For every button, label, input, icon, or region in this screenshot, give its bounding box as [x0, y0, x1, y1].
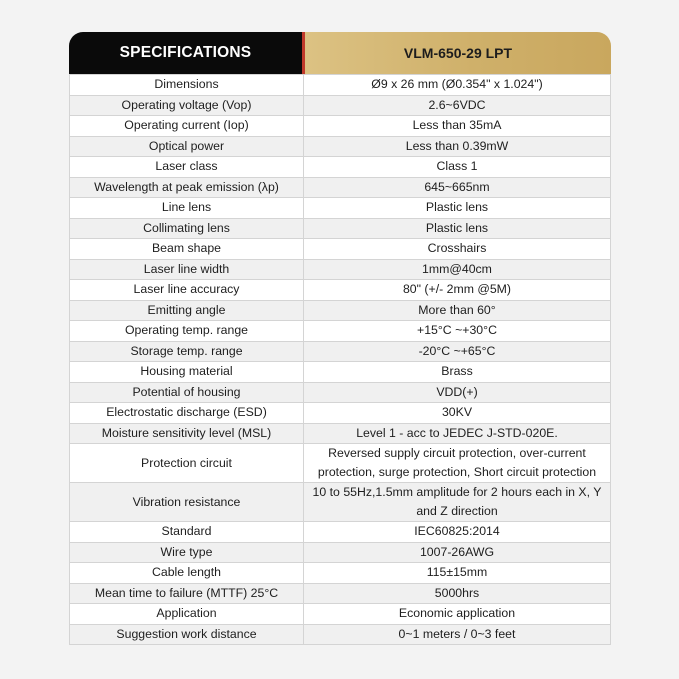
spec-parameter: Laser line width: [70, 259, 304, 280]
spec-row: [70, 444, 611, 483]
spec-parameter: Line lens: [70, 198, 304, 219]
spec-parameter: Laser class: [70, 157, 304, 178]
spec-value: VDD(+): [304, 382, 611, 403]
spec-value: Plastic lens: [304, 198, 611, 219]
spec-value: Crosshairs: [304, 239, 611, 260]
spec-row: [70, 522, 611, 543]
spec-value: Less than 35mA: [304, 116, 611, 137]
spec-row: [70, 75, 611, 96]
spec-table-header: [69, 32, 611, 74]
spec-row: [70, 239, 611, 260]
spec-row: [70, 280, 611, 301]
spec-parameter: Dimensions: [70, 75, 304, 96]
spec-row: [70, 542, 611, 563]
spec-value: More than 60°: [304, 300, 611, 321]
model-heading: VLM-650-29 LPT: [305, 32, 611, 74]
spec-parameter: Operating current (Iop): [70, 116, 304, 137]
spec-parameter: Wavelength at peak emission (λp): [70, 177, 304, 198]
specifications-heading: SPECIFICATIONS: [69, 32, 305, 74]
spec-parameter: Beam shape: [70, 239, 304, 260]
spec-value: Ø9 x 26 mm (Ø0.354" x 1.024"): [304, 75, 611, 96]
spec-parameter: Protection circuit: [70, 444, 304, 483]
spec-parameter: Mean time to failure (MTTF) 25°C: [70, 583, 304, 604]
spec-parameter: Vibration resistance: [70, 483, 304, 522]
spec-row: [70, 362, 611, 383]
spec-row: [70, 136, 611, 157]
spec-value: 80" (+/- 2mm @5M): [304, 280, 611, 301]
spec-value: Level 1 - acc to JEDEC J-STD-020E.: [304, 423, 611, 444]
spec-parameter: Operating voltage (Vop): [70, 95, 304, 116]
spec-row: [70, 321, 611, 342]
spec-row: [70, 583, 611, 604]
spec-parameter: Cable length: [70, 563, 304, 584]
spec-row: [70, 177, 611, 198]
spec-parameter: Laser line accuracy: [70, 280, 304, 301]
spec-parameter: Storage temp. range: [70, 341, 304, 362]
spec-row: [70, 198, 611, 219]
spec-value: Class 1: [304, 157, 611, 178]
spec-row: [70, 259, 611, 280]
spec-value: Brass: [304, 362, 611, 383]
spec-row: [70, 157, 611, 178]
spec-parameter: Emitting angle: [70, 300, 304, 321]
spec-row: [70, 116, 611, 137]
spec-parameter: Collimating lens: [70, 218, 304, 239]
spec-row: [70, 403, 611, 424]
spec-value: Plastic lens: [304, 218, 611, 239]
spec-value: 10 to 55Hz,1.5mm amplitude for 2 hours each in X, Y and Z direction: [304, 483, 611, 522]
spec-parameter: Suggestion work distance: [70, 624, 304, 645]
spec-value: IEC60825:2014: [304, 522, 611, 543]
spec-parameter: Optical power: [70, 136, 304, 157]
spec-value: Less than 0.39mW: [304, 136, 611, 157]
spec-value: 115±15mm: [304, 563, 611, 584]
spec-row: [70, 300, 611, 321]
spec-row: [70, 95, 611, 116]
spec-row: [70, 483, 611, 522]
spec-parameter: Moisture sensitivity level (MSL): [70, 423, 304, 444]
spec-value: Economic application: [304, 604, 611, 625]
spec-parameter: Potential of housing: [70, 382, 304, 403]
spec-parameter: Wire type: [70, 542, 304, 563]
spec-value: +15°C ~+30°C: [304, 321, 611, 342]
spec-parameter: Housing material: [70, 362, 304, 383]
spec-parameter: Standard: [70, 522, 304, 543]
spec-table: [69, 74, 611, 645]
spec-row: [70, 382, 611, 403]
spec-value: 1mm@40cm: [304, 259, 611, 280]
spec-value: 30KV: [304, 403, 611, 424]
spec-parameter: Operating temp. range: [70, 321, 304, 342]
spec-value: 2.6~6VDC: [304, 95, 611, 116]
spec-table-card: [69, 32, 611, 645]
spec-value: -20°C ~+65°C: [304, 341, 611, 362]
spec-value: 5000hrs: [304, 583, 611, 604]
spec-row: [70, 624, 611, 645]
spec-row: [70, 218, 611, 239]
spec-value: Reversed supply circuit protection, over-current protection, surge protection, Short circuit protection: [304, 444, 611, 483]
spec-parameter: Electrostatic discharge (ESD): [70, 403, 304, 424]
spec-value: 1007-26AWG: [304, 542, 611, 563]
spec-value: 0~1 meters / 0~3 feet: [304, 624, 611, 645]
spec-row: [70, 563, 611, 584]
spec-row: [70, 604, 611, 625]
spec-row: [70, 341, 611, 362]
spec-value: 645~665nm: [304, 177, 611, 198]
spec-row: [70, 423, 611, 444]
spec-parameter: Application: [70, 604, 304, 625]
